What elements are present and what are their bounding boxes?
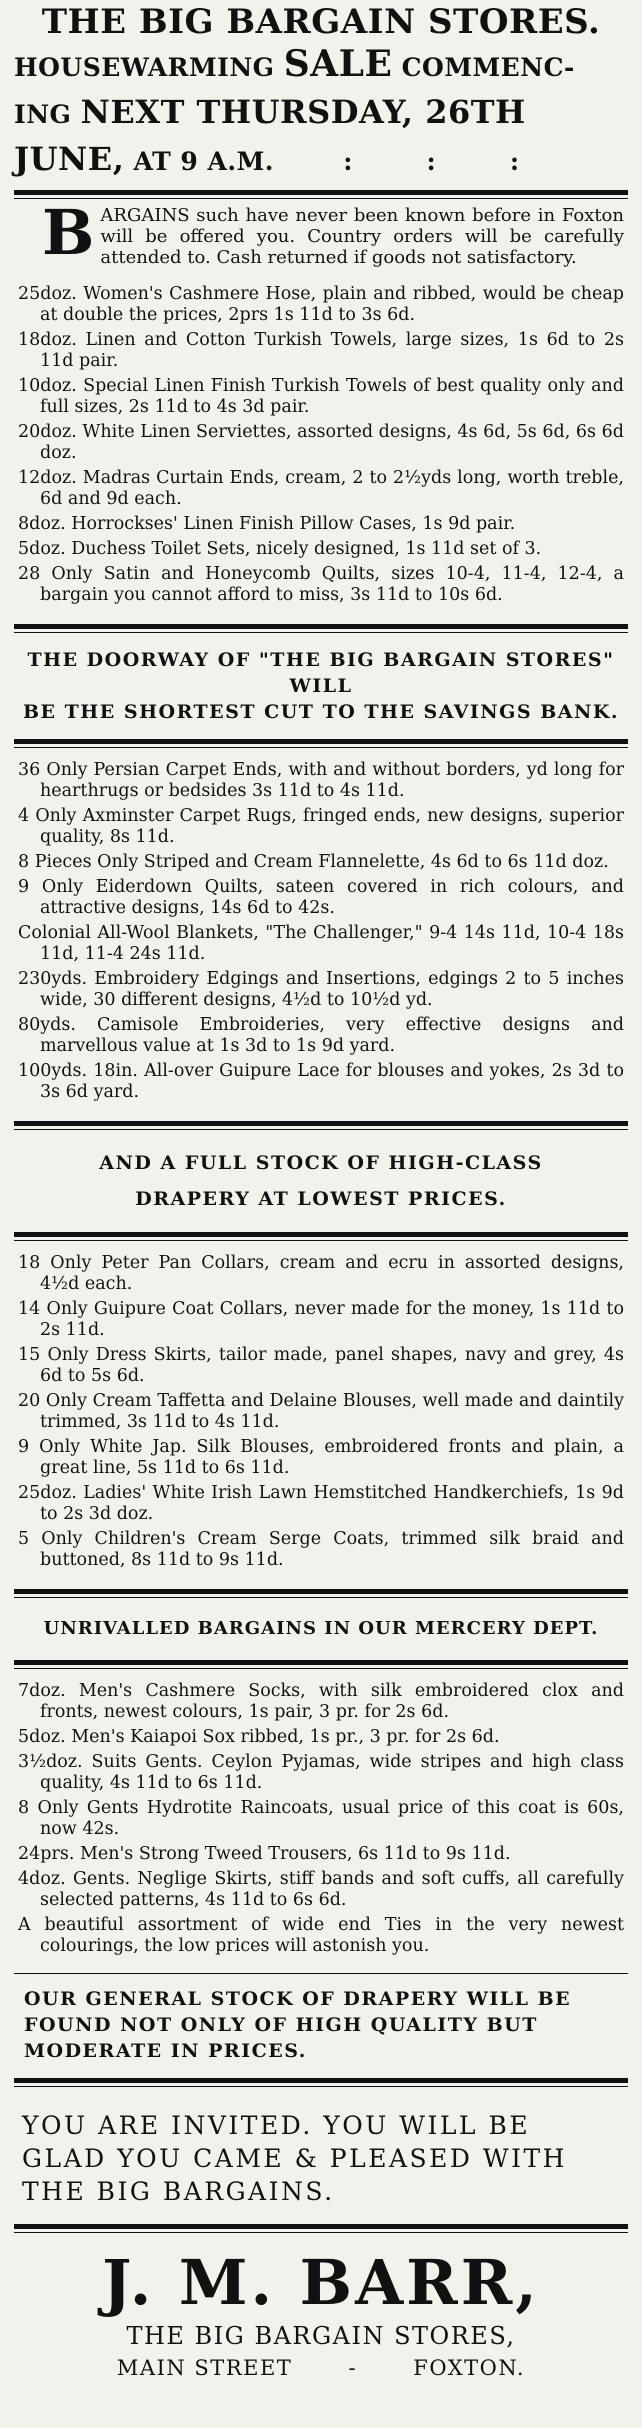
list-item: 230yds. Embroidery Edgings and Insertions, edgings 2 to 5 inches wide, 30 different designs, 4½d to 10½d yd.	[18, 969, 624, 1010]
banner-general-stock-line-2: FOUND NOT ONLY OF HIGH QUALITY BUT	[24, 2014, 538, 2036]
list-item: 18doz. Linen and Cotton Turkish Towels, large sizes, 1s 6d to 2s 11d pair.	[18, 330, 624, 371]
intro-paragraph	[18, 196, 624, 269]
list-item: 7doz. Men's Cashmere Socks, with silk embroidered clox and fronts, newest colours, 1s pair, 3 pr. for 2s 6d.	[18, 1681, 624, 1722]
bargain-list-household	[14, 278, 628, 618]
divider	[14, 739, 628, 748]
invitation-line-2: GLAD YOU CAME & PLEASED WITH	[22, 2144, 567, 2173]
list-item: 9 Only Eiderdown Quilts, sateen covered in rich colours, and attractive designs, 14s 6d to 42s.	[18, 877, 624, 918]
list-item: 18 Only Peter Pan Collars, cream and ecru in assorted designs, 4½d each.	[18, 1253, 624, 1294]
divider	[14, 624, 628, 633]
list-item: 4 Only Axminster Carpet Rugs, fringed ends, new designs, superior quality, 8s 11d.	[18, 806, 624, 847]
list-item: Colonial All-Wool Blankets, "The Challenger," 9-4 14s 11d, 10-4 18s 11d, 11-4 24s 11d.	[18, 923, 624, 964]
intro-dropcap: B	[42, 196, 95, 269]
signature-address	[14, 2353, 628, 2383]
list-item: 28 Only Satin and Honeycomb Quilts, sizes 10-4, 11-4, 12-4, a bargain you cannot afford to miss, 3s 11d to 10s 6d.	[18, 564, 624, 605]
headline-colons: : : :	[343, 147, 520, 176]
headline-housewarming: HOUSEWARMING	[14, 53, 275, 82]
headline-line-3	[14, 137, 628, 184]
list-item: 4doz. Gents. Neglige Skirts, stiff bands and soft cuffs, all carefully selected patterns, 4s 11d to 6s 6d.	[18, 1869, 624, 1910]
banner-mercery	[14, 1604, 628, 1654]
list-item: 20 Only Cream Taffetta and Delaine Blouses, well made and daintily trimmed, 3s 11d to 4s 11d.	[18, 1391, 624, 1432]
store-title: THE BIG BARGAIN STORES.	[41, 2, 601, 42]
list-item: 5 Only Children's Cream Serge Coats, trimmed silk braid and buttoned, 8s 11d to 9s 11d.	[18, 1529, 624, 1570]
list-item: 20doz. White Linen Serviettes, assorted designs, 4s 6d, 5s 6d, 6s 6d doz.	[18, 422, 624, 463]
list-item: 25doz. Women's Cashmere Hose, plain and ribbed, would be cheap at double the prices, 2prs 1s 11d to 3s 6d.	[18, 284, 624, 325]
address-street: MAIN STREET	[116, 2356, 293, 2380]
list-item: 25doz. Ladies' White Irish Lawn Hemstitched Handkerchiefs, 1s 9d to 2s 3d doz.	[18, 1483, 624, 1524]
divider	[14, 190, 628, 199]
signature-block	[14, 2247, 628, 2383]
list-item: 80yds. Camisole Embroideries, very effective designs and marvellous value at 1s 3d to 1s 9d yard.	[18, 1015, 624, 1056]
banner-doorway-line-1: THE DOORWAY OF "THE BIG BARGAIN STORES" WILL	[27, 649, 615, 697]
banner-general-stock	[14, 1978, 628, 2072]
banner-full-stock-line-2: DRAPERY AT LOWEST PRICES.	[135, 1188, 507, 1210]
advertisement-page	[0, 2, 642, 2428]
invitation-line-1: YOU ARE INVITED. YOU WILL BE	[22, 2111, 531, 2140]
bargain-list-apparel	[14, 1247, 628, 1583]
headline-line-1	[14, 42, 628, 90]
bargain-list-mercery	[14, 1675, 628, 1969]
list-item: 12doz. Madras Curtain Ends, cream, 2 to 2½yds long, worth treble, 6d and 9d each.	[18, 468, 624, 509]
bargain-list-furnishing	[14, 754, 628, 1115]
list-item: 24prs. Men's Strong Tweed Trousers, 6s 11d to 9s 11d.	[18, 1844, 511, 1864]
banner-doorway-line-2: BE THE SHORTEST CUT TO THE SAVINGS BANK.	[23, 701, 619, 723]
list-item: A beautiful assortment of wide end Ties in the very newest colourings, the low prices will astonish you.	[18, 1915, 624, 1956]
headline-time: AT 9 A.M.	[133, 147, 274, 176]
list-item: 100yds. 18in. All-over Guipure Lace for blouses and yokes, 2s 3d to 3s 6d yard.	[18, 1061, 624, 1102]
list-item: 8 Pieces Only Striped and Cream Flannelette, 4s 6d to 6s 11d doz.	[18, 852, 609, 872]
address-dash: -	[348, 2356, 358, 2380]
address-town: FOXTON.	[413, 2356, 526, 2380]
list-item: 5doz. Men's Kaiapoi Sox ribbed, 1s pr., 3 pr. for 2s 6d.	[18, 1727, 500, 1747]
banner-mercery-line-1: UNRIVALLED BARGAINS IN OUR MERCERY DEPT.	[43, 1618, 599, 1639]
list-item: 3½doz. Suits Gents. Ceylon Pyjamas, wide stripes and high class quality, 4s 11d to 6s 11d.	[18, 1752, 624, 1793]
banner-full-stock-line-1: AND A FULL STOCK OF HIGH-CLASS	[99, 1152, 543, 1174]
divider	[14, 2224, 628, 2233]
list-item: 9 Only White Jap. Silk Blouses, embroidered fronts and plain, a great line, 5s 11d to 6s 11d.	[18, 1437, 624, 1478]
proprietor-name: J. M. BARR,	[102, 2246, 540, 2319]
headline-commenc: COMMENC-	[401, 53, 575, 82]
divider	[14, 2078, 628, 2087]
list-item: 8 Only Gents Hydrotite Raincoats, usual price of this coat is 60s, now 42s.	[18, 1798, 624, 1839]
headline-june: JUNE,	[14, 140, 125, 178]
banner-general-stock-line-1: OUR GENERAL STOCK OF DRAPERY WILL BE	[24, 1988, 572, 2010]
list-item: 5doz. Duchess Toilet Sets, nicely designed, 1s 11d set of 3.	[18, 539, 542, 559]
divider	[14, 1232, 628, 1241]
divider	[14, 1121, 628, 1130]
intro-text: ARGAINS such have never been known before in Foxton will be offered you. Country orders will be carefully attended to. Cash returned if goods not satisfactory.	[100, 205, 624, 268]
banner-general-stock-line-3: MODERATE IN PRICES.	[24, 2040, 307, 2062]
banner-doorway	[14, 639, 628, 733]
headline-next-thursday: NEXT THURSDAY, 26TH	[80, 93, 526, 131]
list-item: 8doz. Horrockses' Linen Finish Pillow Cases, 1s 9d pair.	[18, 514, 516, 534]
invitation-line-3: THE BIG BARGAINS.	[22, 2177, 335, 2206]
divider	[14, 1973, 628, 1974]
headline-sale: SALE	[283, 43, 393, 85]
list-item: 14 Only Guipure Coat Collars, never made for the money, 1s 11d to 2s 11d.	[18, 1299, 624, 1340]
list-item: 36 Only Persian Carpet Ends, with and without borders, yd long for hearthrugs or bedsides 3s 11d to 4s 11d.	[18, 760, 624, 801]
signature-store-name: THE BIG BARGAIN STORES,	[126, 2322, 516, 2350]
divider	[14, 1660, 628, 1669]
banner-full-stock	[14, 1136, 628, 1226]
headline-ing: ING	[14, 100, 72, 129]
list-item: 15 Only Dress Skirts, tailor made, panel shapes, navy and grey, 4s 6d to 5s 6d.	[18, 1345, 624, 1386]
divider	[14, 1589, 628, 1598]
invitation	[14, 2093, 628, 2218]
headline-line-2	[14, 90, 628, 137]
list-item: 10doz. Special Linen Finish Turkish Towels of best quality only and full sizes, 2s 11d to 4s 3d pair.	[18, 376, 624, 417]
